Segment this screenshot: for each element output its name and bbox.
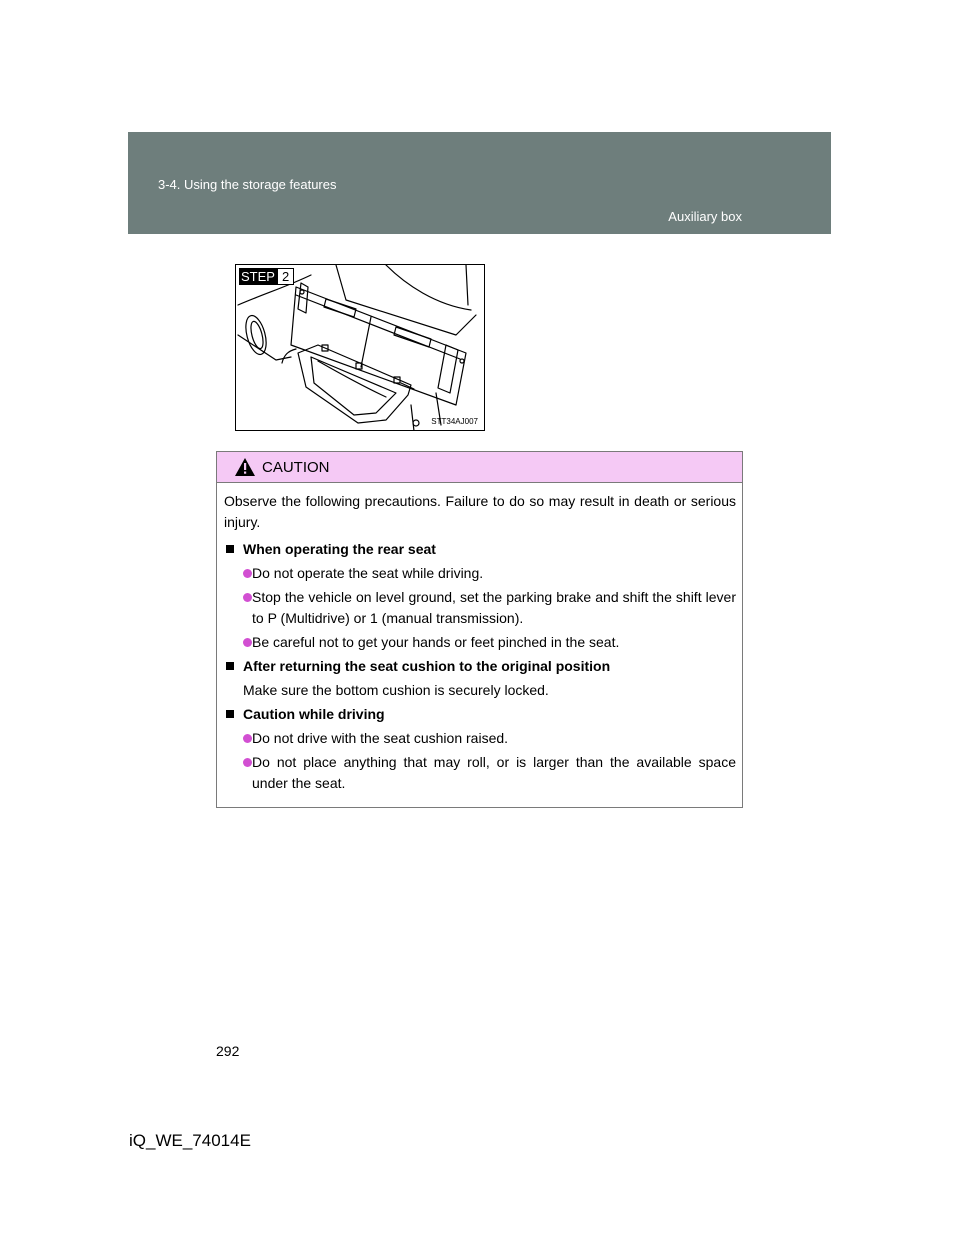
caution-item: Do not operate the seat while driving. <box>224 563 736 584</box>
caution-header <box>217 452 742 483</box>
caution-heading: When operating the rear seat <box>224 539 736 560</box>
caution-box <box>216 451 743 808</box>
page-number: 292 <box>216 1043 240 1059</box>
page-subtitle: Auxiliary box <box>668 209 742 224</box>
auxiliary-box-drawing <box>236 265 485 431</box>
caution-text: Make sure the bottom cushion is securely locked. <box>243 682 549 698</box>
square-bullet-icon <box>226 662 234 670</box>
step-label: STEP <box>241 269 275 284</box>
caution-item: Do not drive with the seat cushion raised. <box>224 728 736 749</box>
step-badge <box>239 268 294 285</box>
caution-item: Stop the vehicle on level ground, set the parking brake and shift the shift lever to P (Multidrive) or 1 (manual transmission). <box>224 587 736 629</box>
round-bullet-icon <box>243 593 252 602</box>
round-bullet-icon <box>243 734 252 743</box>
warning-triangle-icon <box>234 457 256 477</box>
step-illustration <box>235 264 485 431</box>
caution-heading: Caution while driving <box>224 704 736 725</box>
round-bullet-icon <box>243 758 252 767</box>
square-bullet-icon <box>226 545 234 553</box>
round-bullet-icon <box>243 569 252 578</box>
square-bullet-icon <box>226 710 234 718</box>
document-code: iQ_WE_74014E <box>129 1131 251 1150</box>
page-header <box>128 132 831 234</box>
figure-code: STT34AJ007 <box>431 417 478 426</box>
caution-item: Be careful not to get your hands or feet pinched in the seat. <box>224 632 736 653</box>
caution-title: CAUTION <box>262 458 330 476</box>
caution-body <box>217 483 742 794</box>
caution-item: Do not place anything that may roll, or is larger than the available space under the seat. <box>224 752 736 794</box>
step-number: 2 <box>277 268 294 285</box>
section-title: 3-4. Using the storage features <box>158 177 337 192</box>
caution-heading: After returning the seat cushion to the original position <box>224 656 736 677</box>
caution-intro: Observe the following precautions. Failure to do so may result in death or serious injury. <box>224 493 736 530</box>
round-bullet-icon <box>243 638 252 647</box>
